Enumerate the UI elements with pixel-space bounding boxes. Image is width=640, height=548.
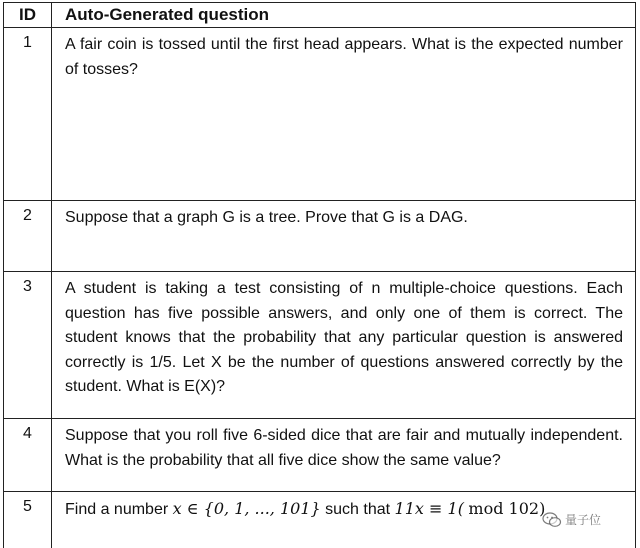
question-text: such that [325, 501, 391, 518]
row-question: Suppose that you roll five 6-sided dice that are fair and mutually independent. What is the probability that all five dice show the same value? [52, 419, 636, 492]
table-row [4, 419, 636, 492]
table-row [4, 272, 636, 419]
header-id: ID [4, 3, 52, 28]
row-id: 3 [4, 272, 52, 419]
math-modulus: mod 102) [468, 499, 546, 518]
math-congruence: 11x ≡ 1( [394, 499, 464, 518]
row-question: A fair coin is tossed until the first head appears. What is the expected number of tosses? [52, 28, 636, 201]
question-text: Find a number [65, 501, 169, 518]
watermark-text: 量子位 [565, 513, 602, 527]
watermark [542, 511, 601, 528]
wechat-logo-icon [542, 512, 562, 528]
table-row [4, 492, 636, 548]
questions-table [3, 2, 636, 548]
row-id: 4 [4, 419, 52, 492]
row-id: 5 [4, 492, 52, 548]
row-question: A student is taking a test consisting of n multiple-choice questions. Each question has five possible answers, and only one of them is correct. The student knows that the probability that any particular question is answered correctly is 1/5. Let X be the number of questions answered correctly by the student. What is E(X)? [52, 272, 636, 419]
table-row [4, 28, 636, 201]
math-set-expression: x ∈ {0, 1, ..., 101} [172, 499, 321, 518]
row-id: 1 [4, 28, 52, 201]
header-question: Auto-Generated question [52, 3, 636, 28]
row-question: Suppose that a graph G is a tree. Prove that G is a DAG. [52, 201, 636, 272]
table-header-row [4, 3, 636, 28]
table-row [4, 201, 636, 272]
row-id: 2 [4, 201, 52, 272]
